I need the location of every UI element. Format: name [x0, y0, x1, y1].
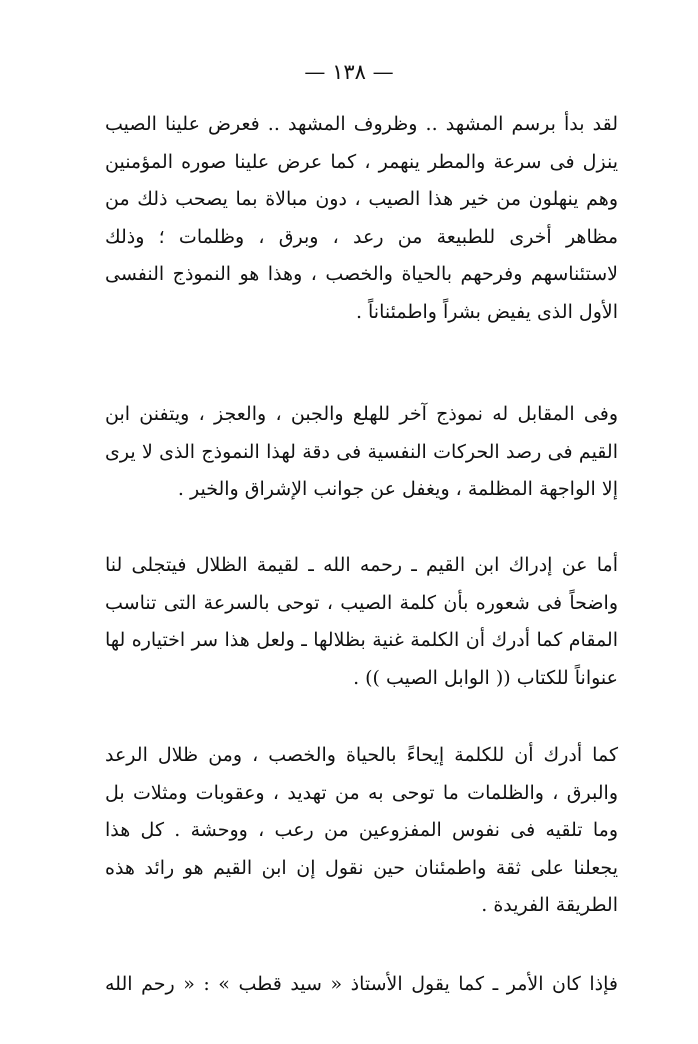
paragraph-text: لقد بدأ برسم المشهد .. وظروف المشهد .. فعرض علينا الصيب ينزل فى سرعة والمطر ينهمر ، كما عرض علينا صوره المؤمنين وهم ينهلون من خير هذا الصيب ، دون مبالاة بما يصحب ذلك من مظاهر أخرى للطبيعة من رعد ، وبرق ، وظلمات ؛ وذلك لاستئناسهم وفرحهم بالحياة والخصب ، وهذا هو النموذج النفسى الأول الذى يفيض بشراً واطمئناناً . [105, 113, 618, 323]
paragraph [105, 547, 618, 697]
page-number: — ١٣٨ — [304, 60, 394, 84]
paragraph [105, 396, 618, 509]
paragraph [105, 737, 618, 925]
paragraph-text: فإذا كان الأمر ـ كما يقول الأستاذ « سيد قطب » : « رحم الله [105, 973, 618, 995]
paragraph [105, 106, 618, 331]
paragraph-text: أما عن إدراك ابن القيم ـ رحمه الله ـ لقيمة الظلال فيتجلى لنا واضحاً فى شعوره بأن كلمة الصيب ، توحى بالسرعة التى تناسب المقام كما أدرك أن الكلمة غنية بظلالها ـ ولعل هذا سر اختياره لها عنواناً للكتاب (( الوابل الصيب )) . [105, 554, 618, 689]
paragraph [105, 966, 618, 1004]
paragraph-text: كما أدرك أن للكلمة إيحاءً بالحياة والخصب ، ومن ظلال الرعد والبرق ، والظلمات ما توحى به من تهديد ، وعقوبات ومثلات بل وما تلقيه فى نفوس المفزوعين من رعب ، ووحشة . كل هذا يجعلنا على ثقة واطمئنان حين نقول إن ابن القيم هو رائد هذه الطريقة الفريدة . [105, 744, 618, 916]
paragraph-text: وفى المقابل له نموذج آخر للهلع والجبن ، والعجز ، ويتفنن ابن القيم فى رصد الحركات النفسية فى دقة لهذا النموذج الذى لا يرى إلا الواجهة المظلمة ، ويغفل عن جوانب الإشراق والخير . [105, 403, 618, 500]
